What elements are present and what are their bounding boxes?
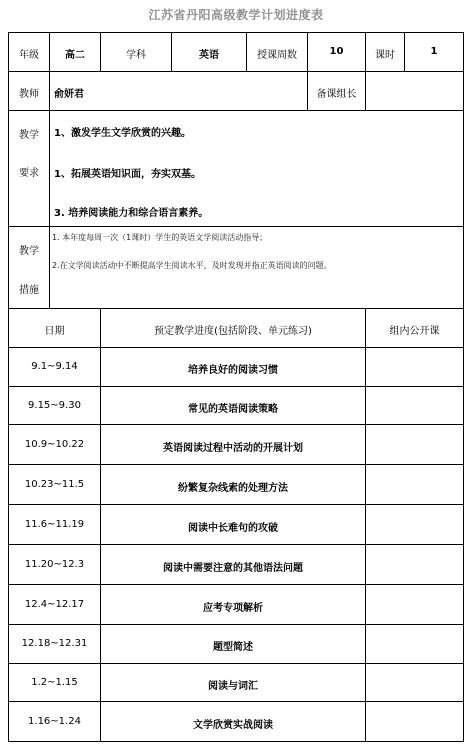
requirements-label-cell [8,110,50,227]
date-cell [8,624,101,664]
date-cell [8,663,101,702]
measures-label-cell [8,226,50,309]
progress-header: 预定教学进度(包括阶段、单元练习) [154,326,312,337]
open-class-cell [365,464,464,505]
open-class-cell [365,386,464,425]
periods-label: 课时 [375,50,395,61]
weekly-hours-label: 授课周数 [257,50,297,61]
periods-value: 1 [430,46,438,57]
date-cell [8,464,101,505]
date-text: 12.4~12.17 [24,599,85,610]
date-cell [8,701,101,742]
topic-text: 应考专项解析 [203,603,263,614]
requirement-item: 1、激发学生文学欣赏的兴趣。 [54,128,191,139]
open-class-cell [365,584,464,625]
topic-cell [100,624,366,664]
requirements-cell [49,110,464,227]
teacher-value: 俞妍君 [54,89,84,100]
topic-text: 文学欣赏实战阅读 [193,720,273,731]
lead-label-cell [307,71,366,111]
topic-cell [100,504,366,545]
date-header-cell [8,308,101,348]
date-cell [8,347,101,387]
date-text: 1.16~1.24 [28,716,81,727]
date-text: 12.18~12.31 [21,638,88,649]
open-class-cell [365,663,464,702]
topic-cell [100,584,366,625]
progress-header-cell [100,308,366,348]
date-text: 11.6~11.19 [24,519,85,530]
open-class-cell [365,424,464,465]
grade-label: 年级 [19,50,39,61]
date-text: 11.20~12.3 [24,559,85,570]
date-text: 10.23~11.5 [24,479,85,490]
date-text: 1.2~1.15 [31,677,78,688]
teacher-label-cell [8,71,50,111]
open-class-header-cell [365,308,464,348]
measures-label-2: 措施 [19,285,39,296]
date-text: 10.9~10.22 [24,439,85,450]
teacher-cell [49,71,308,111]
topic-text: 题型简述 [213,642,253,653]
requirements-label-1: 教学 [19,130,39,141]
topic-cell [100,424,366,465]
open-class-cell [365,701,464,742]
subject-cell [171,32,247,72]
requirement-item: 1、拓展英语知识面，夯实双基。 [54,169,201,180]
date-cell [8,504,101,545]
grade-cell [49,32,101,72]
date-cell [8,584,101,625]
requirements-label-2: 要求 [19,168,39,179]
teacher-label: 教师 [19,89,39,100]
weekly-hours-cell [307,32,366,72]
open-class-header: 组内公开课 [389,326,440,337]
subject-label: 学科 [126,50,146,61]
topic-cell [100,544,366,585]
topic-text: 阅读中需要注意的其他语法问题 [163,563,303,574]
measure-item: 1. 本年度每周一次（1课时）学生的英语文学阅读活动指导； [52,233,268,242]
periods-cell [404,32,464,72]
measure-item: 2.在文学阅读活动中不断提高学生阅读水平，及时发现并指正英语阅读的问题。 [52,261,332,270]
periods-label-cell [365,32,405,72]
page-title: 江苏省丹阳高级教学计划进度表 [148,8,324,22]
subject-value: 英语 [199,50,219,61]
date-text: 9.1~9.14 [31,361,78,372]
open-class-cell [365,347,464,387]
date-cell [8,544,101,585]
date-header: 日期 [44,326,65,337]
grade-value: 高二 [65,50,85,61]
measures-cell [49,226,464,309]
requirement-item: 3. 培养阅读能力和综合语言素养。 [54,208,209,219]
topic-cell [100,701,366,742]
measures-label-1: 教学 [19,246,39,257]
topic-cell [100,386,366,425]
date-cell [8,386,101,425]
open-class-cell [365,544,464,585]
topic-text: 阅读与词汇 [208,681,258,692]
subject-label-cell [100,32,172,72]
topic-text: 阅读中长难句的攻破 [188,523,278,534]
lead-label: 备课组长 [316,89,357,100]
open-class-cell [365,624,464,664]
grade-label-cell [8,32,50,72]
lead-cell [365,71,464,111]
date-cell [8,424,101,465]
topic-text: 培养良好的阅读习惯 [188,365,278,376]
weekly-hours-value: 10 [329,46,344,57]
topic-cell [100,663,366,702]
topic-text: 纷繁复杂线索的处理方法 [178,483,288,494]
topic-text: 常见的英语阅读策略 [188,404,278,415]
open-class-cell [365,504,464,545]
topic-text: 英语阅读过程中活动的开展计划 [163,443,303,454]
topic-cell [100,347,366,387]
date-text: 9.15~9.30 [28,400,81,411]
weekly-hours-label-cell [246,32,308,72]
topic-cell [100,464,366,505]
